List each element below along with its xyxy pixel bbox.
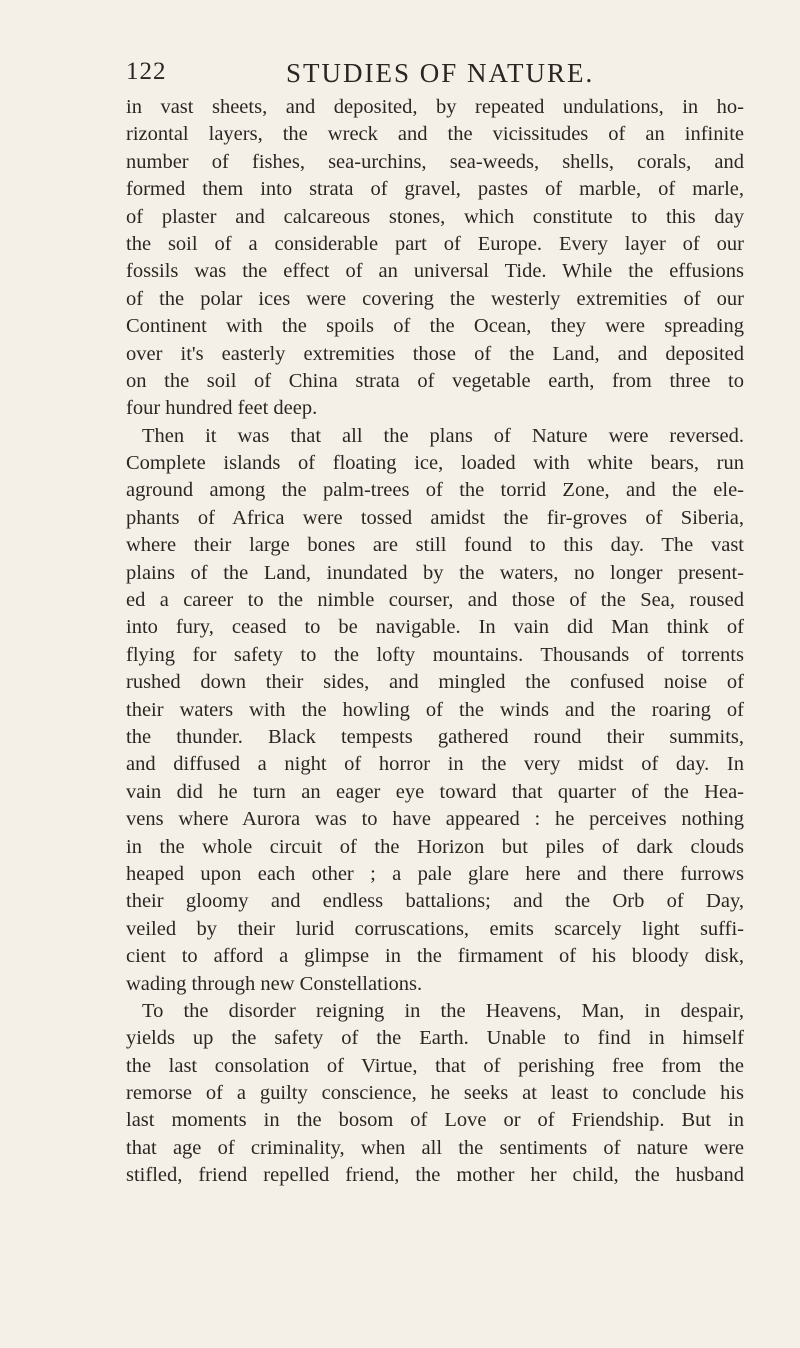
- text-line: vens where Aurora was to have appeared : he perceives nothing: [126, 808, 744, 831]
- text-line: phants of Africa were tossed amidst the fir-groves of Siberia,: [126, 506, 744, 529]
- text-line: the soil of a considerable part of Europe. Every layer of our: [126, 232, 744, 255]
- text-line: number of fishes, sea-urchins, sea-weeds, shells, corals, and: [126, 150, 744, 173]
- text-line: cient to afford a glimpse in the firmament of his bloody disk,: [126, 945, 744, 968]
- text-line: formed them into strata of gravel, pastes of marble, of marle,: [126, 178, 744, 201]
- text-line: into fury, ceased to be navigable. In vain did Man think of: [126, 616, 744, 639]
- text-line: vain did he turn an eager eye toward that quarter of the Hea-: [126, 780, 744, 803]
- text-line: and diffused a night of horror in the very midst of day. In: [126, 753, 744, 776]
- text-line: flying for safety to the lofty mountains. Thousands of torrents: [126, 643, 744, 666]
- text-line: wading through new Constellations.: [126, 972, 423, 995]
- text-line: heaped upon each other ; a pale glare here and there furrows: [126, 862, 744, 885]
- text-line: stifled, friend repelled friend, the mother her child, the husband: [126, 1164, 744, 1187]
- text-line: where their large bones are still found to this day. The vast: [126, 534, 744, 557]
- page-number: 122: [126, 58, 167, 85]
- text-line: of the polar ices were covering the westerly extremities of our: [126, 287, 744, 310]
- text-line: of plaster and calcareous stones, which constitute to this day: [126, 205, 744, 228]
- text-line: in the whole circuit of the Horizon but piles of dark clouds: [126, 835, 744, 858]
- text-line: that age of criminality, when all the sentiments of nature were: [126, 1136, 744, 1159]
- running-title: STUDIES OF NATURE.: [286, 58, 595, 88]
- text-line: Complete islands of floating ice, loaded with white bears, run: [126, 452, 744, 475]
- text-line: on the soil of China strata of vegetable earth, from three to: [126, 369, 744, 392]
- text-line: the thunder. Black tempests gathered round their summits,: [126, 725, 744, 748]
- text-line: the last consolation of Virtue, that of perishing free from the: [126, 1054, 744, 1077]
- text-line: over it's easterly extremities those of the Land, and deposited: [126, 342, 744, 365]
- text-line: fossils was the effect of an universal Tide. While the effusions: [126, 260, 744, 283]
- text-line: rushed down their sides, and mingled the confused noise of: [126, 671, 744, 694]
- text-line: aground among the palm-trees of the torrid Zone, and the ele-: [126, 479, 744, 502]
- text-line: Then it was that all the plans of Nature were reversed.: [142, 424, 744, 447]
- text-line: four hundred feet deep.: [126, 397, 318, 420]
- text-line: their waters with the howling of the winds and the roaring of: [126, 698, 744, 721]
- text-line: their gloomy and endless battalions; and the Orb of Day,: [126, 890, 744, 913]
- text-line: Continent with the spoils of the Ocean, they were spreading: [126, 315, 744, 338]
- text-line: remorse of a guilty conscience, he seeks at least to conclude his: [126, 1082, 744, 1105]
- text-line: ed a career to the nimble courser, and those of the Sea, roused: [126, 589, 744, 612]
- text-line: last moments in the bosom of Love or of Friendship. But in: [126, 1109, 744, 1132]
- text-line: plains of the Land, inundated by the waters, no longer present-: [126, 561, 744, 584]
- body-text: [126, 94, 744, 1190]
- text-line: veiled by their lurid corruscations, emits scarcely light suffi-: [126, 917, 744, 940]
- text-line: in vast sheets, and deposited, by repeated undulations, in ho-: [126, 96, 744, 118]
- text-line: rizontal layers, the wreck and the vicissitudes of an infinite: [126, 123, 744, 146]
- text-line: yields up the safety of the Earth. Unable to find in himself: [126, 1027, 744, 1050]
- running-head: [126, 58, 746, 90]
- text-line: To the disorder reigning in the Heavens, Man, in despair,: [142, 999, 744, 1022]
